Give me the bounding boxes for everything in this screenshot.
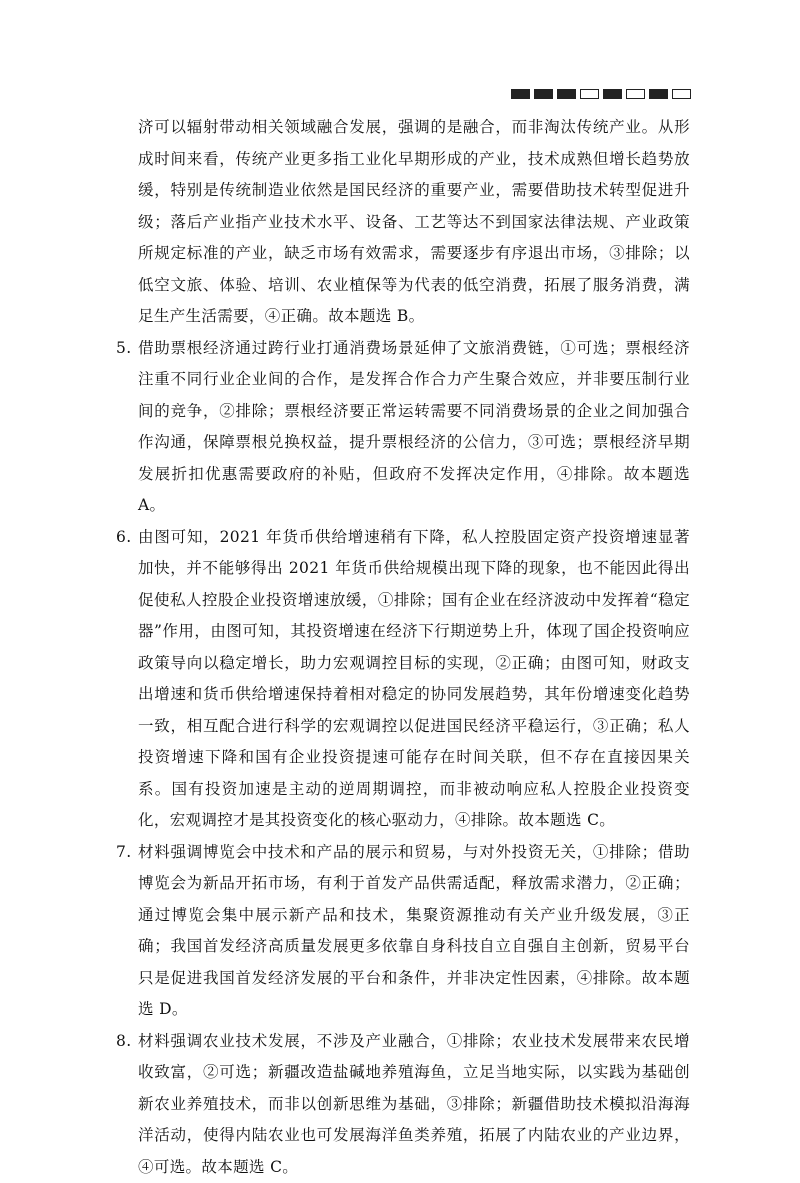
item-number: 8.	[116, 1026, 138, 1183]
item-text: 材料强调农业技术发展，不涉及产业融合，①排除；农业技术发展带来农民增收致富，②可选；新疆改造盐碱地养殖海鱼，立足当地实际，以实践为基础创新农业养殖技术，而非以创新思维为基础，③排除；新疆借助技术模拟沿海海洋活动，使得内陆农业也可发展海洋鱼类养殖，拓展了内陆农业的产业边界，④可选。故本题选 C。	[138, 1026, 690, 1183]
answer-item-6	[116, 522, 690, 837]
header-mark	[603, 89, 622, 99]
item-text: 由图可知，2021 年货币供给增速稍有下降，私人控股固定资产投资增速显著加快，并不能够得出 2021 年货币供给规模出现下降的现象，也不能因此得出促使私人控股企业投资增速放缓，①排除；国有企业在经济波动中发挥着“稳定器”作用，由图可知，其投资增速在经济下行期逆势上升，体现了国企投资响应政策导向以稳定增长，助力宏观调控目标的实现，②正确；由图可知，财政支出增速和货币供给增速保持着相对稳定的协同发展趋势，其年份增速变化趋势一致，相互配合进行科学的宏观调控以促进国民经济平稳运行，③正确；私人投资增速下降和国有企业投资提速可能存在时间关联，但不存在直接因果关系。国有投资加速是主动的逆周期调控，而非被动响应私人控股企业投资变化，宏观调控才是其投资变化的核心驱动力，④排除。故本题选 C。	[138, 522, 690, 837]
item-number: 6.	[116, 522, 138, 837]
header-mark	[672, 89, 691, 99]
header-mark	[557, 89, 576, 99]
header-mark	[626, 89, 645, 99]
item-text: 材料强调博览会中技术和产品的展示和贸易，与对外投资无关，①排除；借助博览会为新品开拓市场，有利于首发产品供需适配，释放需求潜力，②正确；通过博览会集中展示新产品和技术，集聚资源推动有关产业升级发展，③正确；我国首发经济高质量发展更多依靠自身科技自立自强自主创新，贸易平台只是促进我国首发经济发展的平台和条件，并非决定性因素，④排除。故本题选 D。	[138, 837, 690, 1026]
answer-item-5	[116, 333, 690, 522]
continued-paragraph: 济可以辐射带动相关领域融合发展，强调的是融合，而非淘汰传统产业。从形成时间来看，传统产业更多指工业化早期形成的产业，技术成熟但增长趋势放缓，特别是传统制造业依然是国民经济的重要产业，需要借助技术转型促进升级；落后产业指产业技术水平、设备、工艺等达不到国家法律法规、产业政策所规定标准的产业，缺乏市场有效需求，需要逐步有序退出市场，③排除；以低空文旅、体验、培训、农业植保等为代表的低空消费，拓展了服务消费，满足生产生活需要，④正确。故本题选 B。	[116, 112, 690, 333]
header-mark	[511, 89, 530, 99]
answer-content	[116, 112, 690, 1183]
item-text: 借助票根经济通过跨行业打通消费场景延伸了文旅消费链，①可选；票根经济注重不同行业企业间的合作，是发挥合作合力产生聚合效应，并非要压制行业间的竞争，②排除；票根经济要正常运转需要不同消费场景的企业之间加强合作沟通，保障票根兑换权益，提升票根经济的公信力，③可选；票根经济早期发展折扣优惠需要政府的补贴，但政府不发挥决定作用，④排除。故本题选 A。	[138, 333, 690, 522]
header-marks	[511, 89, 691, 99]
header-mark	[649, 89, 668, 99]
header-mark	[580, 89, 599, 99]
answer-item-8	[116, 1026, 690, 1183]
item-number: 7.	[116, 837, 138, 1026]
item-number: 5.	[116, 333, 138, 522]
answer-item-7	[116, 837, 690, 1026]
header-mark	[534, 89, 553, 99]
